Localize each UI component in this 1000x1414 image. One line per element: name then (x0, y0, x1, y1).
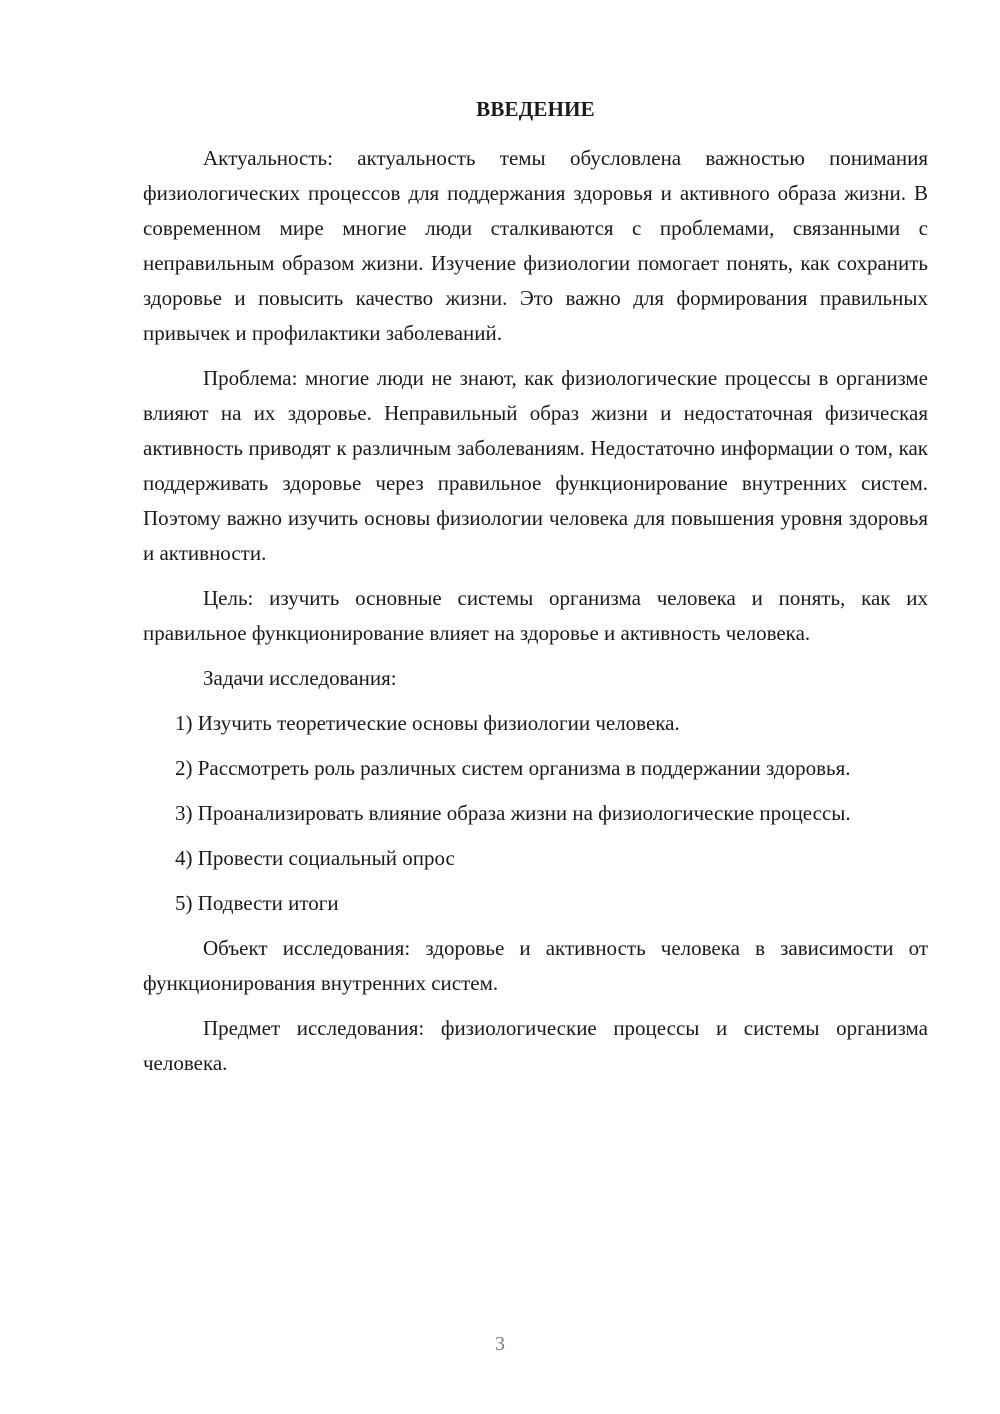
task-item-5: 5) Подвести итоги (175, 891, 339, 915)
document-page (143, 92, 928, 1091)
goal-paragraph: Цель: изучить основные системы организма человека и понять, как их правильное функционирование влияет на здоровье и активность человека. (143, 586, 928, 645)
task-item-1: 1) Изучить теоретические основы физиологии человека. (175, 711, 680, 735)
task-item-2: 2) Рассмотреть роль различных систем организма в поддержании здоровья. (175, 756, 851, 780)
task-item-4: 4) Провести социальный опрос (175, 846, 455, 870)
subject-paragraph: Предмет исследования: физиологические процессы и системы организма человека. (143, 1016, 928, 1075)
section-title: ВВЕДЕНИЕ (476, 97, 595, 121)
task-item-3: 3) Проанализировать влияние образа жизни на физиологические процессы. (175, 801, 851, 825)
page-number: 3 (495, 1333, 505, 1355)
relevance-paragraph: Актуальность: актуальность темы обусловлена важностью понимания физиологических процессов для поддержания здоровья и активного образа жизни. В современном мире многие люди сталкиваются с проблемами, связанными с неправильным образом жизни. Изучение физиологии помогает понять, как сохранить здоровье и повысить качество жизни. Это важно для формирования правильных привычек и профилактики заболеваний. (143, 146, 928, 345)
problem-paragraph: Проблема: многие люди не знают, как физиологические процессы в организме влияют на их здоровье. Неправильный образ жизни и недостаточная физическая активность приводят к различным заболеваниям. Недостаточно информации о том, как поддерживать здоровье через правильное функционирование внутренних систем. Поэтому важно изучить основы физиологии человека для повышения уровня здоровья и активности. (143, 366, 928, 565)
tasks-heading: Задачи исследования: (203, 666, 397, 690)
object-paragraph: Объект исследования: здоровье и активность человека в зависимости от функционирования внутренних систем. (143, 936, 928, 995)
